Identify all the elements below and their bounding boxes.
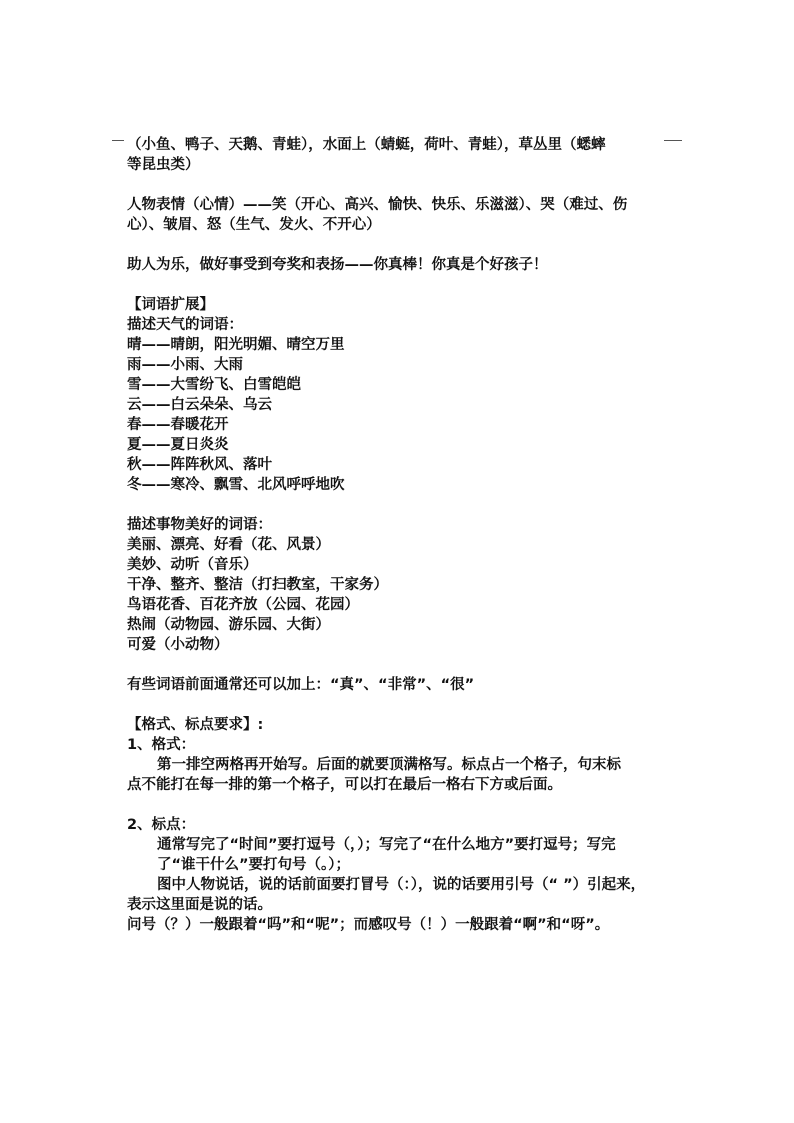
format-line: 第一排空两格再开始写。后面的就要顶满格写。标点占一个格子，句末标	[157, 757, 621, 773]
intro-line: （小鱼、鸭子、天鹅、青蛙），水面上（蜻蜓，荷叶、青蛙），草丛里（蟋蟀	[127, 137, 606, 153]
section-heading-extension: 【词语扩展】	[127, 297, 214, 313]
beauty-item: 热闹（动物园、游乐园、大街）	[127, 617, 330, 633]
help-line: 助人为乐，做好事受到夸奖和表扬——你真棒！你真是个好孩子！	[127, 257, 548, 273]
punctuation-line: 通常写完了“时间”要打逗号（，）；写完了“在什么地方”要打逗号；写完	[157, 837, 616, 853]
punctuation-line: 问号（？）一般跟着“吗”和“呢”；而感叹号（！）一般跟着“啊”和“呀”。	[127, 917, 610, 933]
expression-line: 心）、皱眉、怒（生气、发火、不开心）	[127, 217, 381, 233]
weather-item: 夏——夏日炎炎	[127, 437, 229, 453]
punctuation-line: 了“谁干什么”要打句号（。）；	[157, 857, 351, 873]
intro-line: 等昆虫类）	[127, 157, 200, 173]
weather-item: 雪——大雪纷飞、白雪皑皑	[127, 377, 301, 393]
punctuation-line: 表示这里面是说的话。	[127, 897, 272, 913]
weather-item: 冬——寒冷、飘雪、北风呼呼地吹	[127, 477, 345, 493]
weather-item: 晴——晴朗，阳光明媚、晴空万里	[127, 337, 345, 353]
weather-item: 云——白云朵朵、乌云	[127, 397, 272, 413]
section-heading-format: 【格式、标点要求】:	[127, 717, 264, 733]
beauty-heading: 描述事物美好的词语：	[127, 517, 272, 533]
beauty-item: 干净、整齐、整洁（打扫教室，干家务）	[127, 577, 388, 593]
expression-line: 人物表情（心情）——笑（开心、高兴、愉快、快乐、乐滋滋）、哭（难过、伤	[127, 197, 628, 213]
format-subheading: 1、格式：	[127, 737, 196, 753]
weather-item: 雨——小雨、大雨	[127, 357, 243, 373]
beauty-item: 可爱（小动物）	[127, 637, 229, 653]
document-body	[127, 135, 672, 935]
beauty-item: 鸟语花香、百花齐放（公园、花园）	[127, 597, 359, 613]
format-line: 点不能打在每一排的第一个格子，可以打在最后一格右下方或后面。	[127, 777, 562, 793]
weather-heading: 描述天气的词语：	[127, 317, 243, 333]
punctuation-subheading: 2、标点：	[127, 817, 196, 833]
beauty-item: 美丽、漂亮、好看（花、风景）	[127, 537, 330, 553]
beauty-item: 美妙、动听（音乐）	[127, 557, 258, 573]
header-rule-left	[112, 140, 124, 141]
weather-item: 秋——阵阵秋风、落叶	[127, 457, 272, 473]
prefix-line: 有些词语前面通常还可以加上：“真”、“非常”、“很”	[127, 677, 475, 693]
punctuation-line: 图中人物说话，说的话前面要打冒号（：），说的话要用引号（“ ”）引起来，	[157, 877, 646, 893]
weather-item: 春——春暖花开	[127, 417, 229, 433]
